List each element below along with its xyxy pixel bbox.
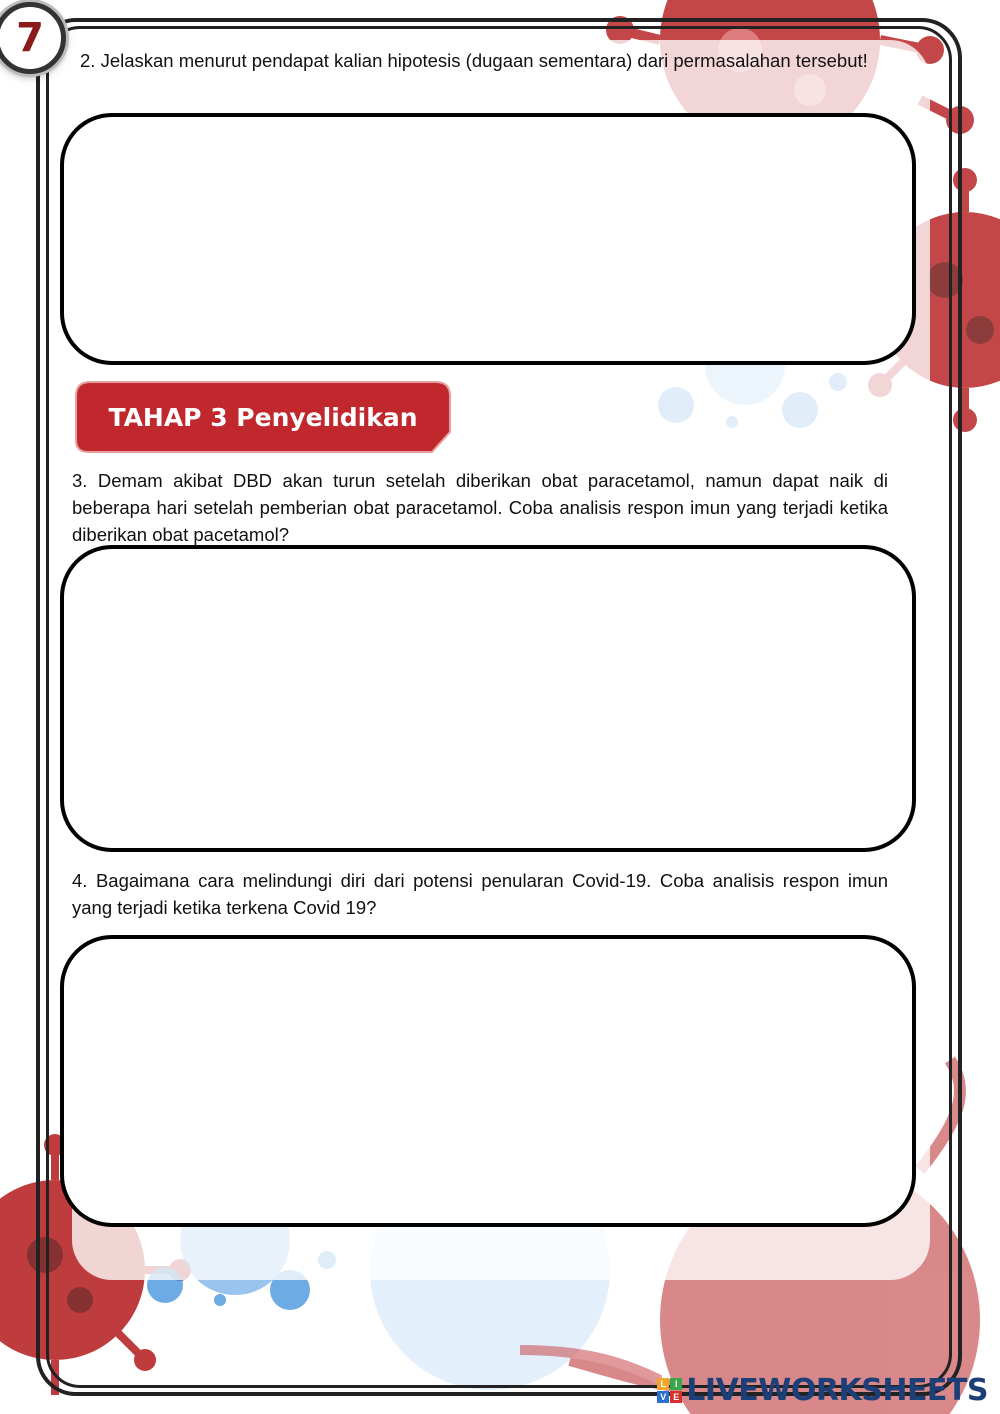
answer-box-question-3[interactable] — [60, 545, 916, 852]
brand-name: LIVEWORKSHEETS — [686, 1372, 988, 1408]
liveworksheets-brand[interactable] — [657, 1372, 988, 1408]
logo-letter: L — [657, 1378, 669, 1390]
question-2-text: 2. Jelaskan menurut pendapat kalian hipotesis (dugaan sementara) dari permasalahan tersebut! — [80, 50, 868, 71]
logo-letter: E — [670, 1391, 682, 1403]
question-4-text: 4. Bagaimana cara melindungi diri dari potensi penularan Covid-19. Coba analisis respon imun yang terjadi ketika terkena Covid 19? — [72, 870, 888, 918]
section-banner — [74, 380, 452, 454]
question-3-text: 3. Demam akibat DBD akan turun setelah diberikan obat paracetamol, namun dapat naik di beberapa hari setelah pemberian obat paracetamol. Coba analisis respon imun yang terjadi ketika diberikan obat pacetamol? — [72, 470, 888, 545]
logo-letter: I — [670, 1378, 682, 1390]
logo-letter: V — [657, 1391, 669, 1403]
page-number: 7 — [16, 15, 44, 61]
section-banner-label: TAHAP 3 Penyelidikan — [108, 402, 418, 432]
answer-box-question-2[interactable] — [60, 113, 916, 365]
liveworksheets-logo-icon — [657, 1378, 682, 1403]
answer-box-question-4[interactable] — [60, 935, 916, 1227]
